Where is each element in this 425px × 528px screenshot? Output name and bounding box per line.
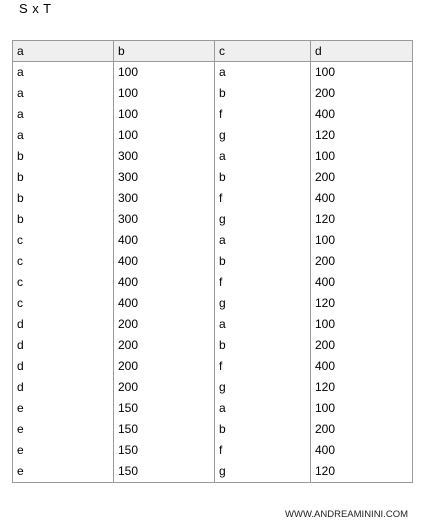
table-cell-a: a [13, 104, 114, 125]
table-row [13, 62, 413, 84]
table-cell-d: 120 [311, 125, 413, 146]
column-header-a: a [13, 41, 114, 62]
table-row [13, 230, 413, 251]
table-cell-c: g [215, 377, 311, 398]
table-row [13, 272, 413, 293]
table-cell-b: 300 [114, 167, 215, 188]
table-cell-a: c [13, 230, 114, 251]
table-row [13, 251, 413, 272]
column-header-d: d [311, 41, 413, 62]
table-cell-b: 200 [114, 356, 215, 377]
table-row [13, 419, 413, 440]
table-cell-c: a [215, 398, 311, 419]
table-cell-d: 200 [311, 419, 413, 440]
table-cell-c: a [215, 62, 311, 84]
table-cell-a: d [13, 377, 114, 398]
table-cell-a: b [13, 209, 114, 230]
table-cell-d: 200 [311, 83, 413, 104]
table-cell-a: c [13, 272, 114, 293]
table-cell-d: 120 [311, 377, 413, 398]
table-row [13, 461, 413, 483]
table-cell-c: b [215, 419, 311, 440]
table-row [13, 209, 413, 230]
table-cell-a: d [13, 356, 114, 377]
table-cell-b: 150 [114, 440, 215, 461]
table-cell-b: 300 [114, 188, 215, 209]
table-row [13, 377, 413, 398]
table-cell-a: b [13, 146, 114, 167]
table-row [13, 293, 413, 314]
table-cell-b: 200 [114, 377, 215, 398]
table-row [13, 146, 413, 167]
table-cell-b: 150 [114, 461, 215, 483]
table-cell-c: b [215, 167, 311, 188]
table-row [13, 83, 413, 104]
table-cell-c: f [215, 440, 311, 461]
table-row [13, 125, 413, 146]
table-cell-a: a [13, 62, 114, 84]
table-cell-b: 100 [114, 104, 215, 125]
table-cell-d: 100 [311, 62, 413, 84]
table-cell-c: a [215, 230, 311, 251]
table-cell-d: 100 [311, 398, 413, 419]
table-cell-a: a [13, 83, 114, 104]
table-cell-d: 120 [311, 293, 413, 314]
table-cell-c: b [215, 83, 311, 104]
site-credit: WWW.ANDREAMININI.COM [285, 509, 408, 520]
table-cell-b: 100 [114, 62, 215, 84]
table-cell-d: 200 [311, 167, 413, 188]
cartesian-product-table [12, 40, 413, 483]
table-cell-d: 400 [311, 272, 413, 293]
table-cell-d: 120 [311, 461, 413, 483]
table-cell-c: g [215, 125, 311, 146]
table-cell-a: e [13, 419, 114, 440]
table-cell-a: b [13, 167, 114, 188]
table-cell-d: 100 [311, 146, 413, 167]
table-cell-c: f [215, 104, 311, 125]
table-cell-d: 100 [311, 230, 413, 251]
page-title: S x T [19, 1, 52, 16]
table-cell-c: g [215, 209, 311, 230]
table-cell-c: a [215, 146, 311, 167]
table-cell-d: 400 [311, 188, 413, 209]
table-cell-c: f [215, 188, 311, 209]
table-cell-d: 100 [311, 314, 413, 335]
table-cell-d: 120 [311, 209, 413, 230]
table-cell-c: a [215, 314, 311, 335]
table-cell-a: c [13, 293, 114, 314]
table-row [13, 335, 413, 356]
table-cell-d: 200 [311, 335, 413, 356]
table-row [13, 104, 413, 125]
table-cell-b: 400 [114, 230, 215, 251]
table-cell-c: g [215, 461, 311, 483]
table-cell-a: b [13, 188, 114, 209]
table-cell-c: f [215, 356, 311, 377]
table-cell-d: 400 [311, 440, 413, 461]
table-cell-c: b [215, 335, 311, 356]
table-cell-a: c [13, 251, 114, 272]
table-body [13, 62, 413, 483]
table-cell-a: a [13, 125, 114, 146]
table-cell-c: g [215, 293, 311, 314]
table-cell-b: 300 [114, 146, 215, 167]
table-cell-a: e [13, 398, 114, 419]
table-row [13, 314, 413, 335]
table-cell-b: 400 [114, 272, 215, 293]
table-header-row [13, 41, 413, 62]
table-row [13, 356, 413, 377]
table-cell-a: e [13, 461, 114, 483]
table-cell-b: 300 [114, 209, 215, 230]
column-header-b: b [114, 41, 215, 62]
table-row [13, 167, 413, 188]
table-cell-d: 400 [311, 104, 413, 125]
table-cell-d: 200 [311, 251, 413, 272]
table-cell-b: 200 [114, 314, 215, 335]
table-cell-d: 400 [311, 356, 413, 377]
table-cell-b: 150 [114, 398, 215, 419]
column-header-c: c [215, 41, 311, 62]
table-cell-b: 100 [114, 83, 215, 104]
table-cell-c: f [215, 272, 311, 293]
table-cell-a: e [13, 440, 114, 461]
table-cell-c: b [215, 251, 311, 272]
table-cell-b: 100 [114, 125, 215, 146]
table-cell-b: 400 [114, 251, 215, 272]
table-cell-b: 200 [114, 335, 215, 356]
table-cell-b: 150 [114, 419, 215, 440]
table-cell-a: d [13, 335, 114, 356]
table-cell-a: d [13, 314, 114, 335]
table-row [13, 188, 413, 209]
table-cell-b: 400 [114, 293, 215, 314]
table-row [13, 440, 413, 461]
table-row [13, 398, 413, 419]
